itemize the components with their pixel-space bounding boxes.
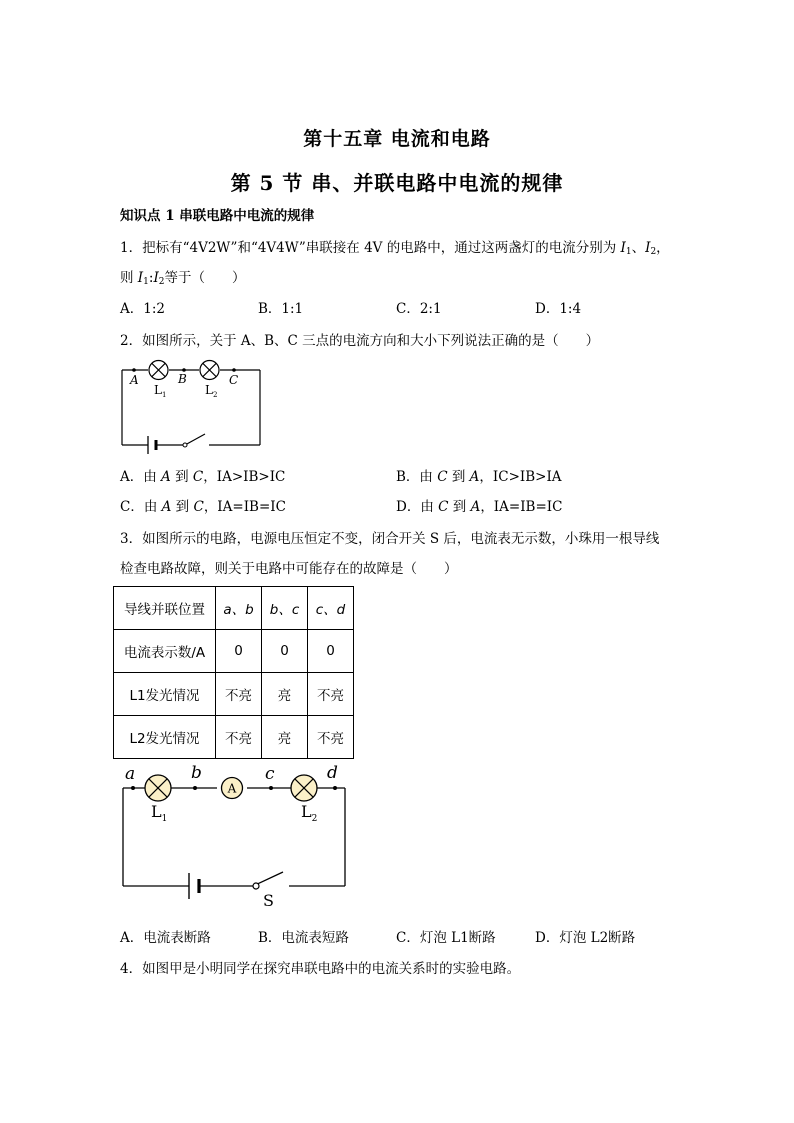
q2-label-b: B xyxy=(178,372,187,386)
q2-label-a: A xyxy=(130,373,139,387)
q3-option-b: B．电流表短路 xyxy=(258,930,349,946)
table-cell: L1发光情况 xyxy=(114,673,216,716)
q1-stem-line1: 1．把标有“4V2W”和“4V4W”串联接在 4V 的电路中，通过这两盏灯的电流分别为 $I_1$、$I_2$， xyxy=(120,240,670,257)
q3-label-b: b xyxy=(191,763,202,783)
q3-option-d: D．灯泡 L2断路 xyxy=(535,930,636,946)
table-header-cell: c、d xyxy=(308,587,354,630)
table-cell: 不亮 xyxy=(308,673,354,716)
q3-lamp-l1 xyxy=(145,775,171,801)
q2-option-a: A．由 A 到 C，IA>IB>IC xyxy=(120,469,286,485)
q2-option-c: C．由 A 到 C，IA=IB=IC xyxy=(120,499,286,515)
q3-option-a: A．电流表断路 xyxy=(120,930,211,946)
q3-circuit-diagram xyxy=(115,760,360,910)
q1-option-b: B．1:1 xyxy=(258,301,304,317)
table-row xyxy=(114,673,354,716)
q3-node-b-dot xyxy=(193,786,197,790)
q1-option-c: C．2:1 xyxy=(396,301,442,317)
table-header-row xyxy=(114,587,354,630)
q2-label-l1: $L_1$ xyxy=(154,383,167,399)
table-cell: 电流表示数/A xyxy=(114,630,216,673)
q3-label-switch: S xyxy=(263,891,274,910)
knowledge-point-heading: 知识点 1 串联电路中电流的规律 xyxy=(120,208,315,224)
chapter-title: 第十五章 电流和电路 xyxy=(303,128,491,150)
q2-option-d: D．由 C 到 A，IA=IB=IC xyxy=(396,499,563,515)
section-title: 第 5 节 串、并联电路中电流的规律 xyxy=(230,171,564,195)
table-cell: 亮 xyxy=(262,716,308,759)
q1-stem-line2: 则 $I_1:I_2$等于（ ） xyxy=(120,270,246,287)
q3-node-c-dot xyxy=(269,786,273,790)
q3-label-l1: $L_1$ xyxy=(151,802,168,824)
table-cell: 不亮 xyxy=(216,673,262,716)
q3-fault-table xyxy=(113,586,354,759)
q3-node-a-dot xyxy=(131,786,135,790)
table-cell: 0 xyxy=(308,630,354,673)
q3-battery xyxy=(189,873,199,899)
q3-label-c: c xyxy=(265,764,275,784)
q3-option-c: C．灯泡 L1断路 xyxy=(396,930,496,946)
table-header-cell: a、b xyxy=(216,587,262,630)
table-row xyxy=(114,630,354,673)
q3-label-l2: $L_2$ xyxy=(301,802,318,824)
q3-ammeter xyxy=(222,778,243,799)
q2-option-b: B．由 C 到 A，IC>IB>IA xyxy=(396,469,562,485)
table-row xyxy=(114,716,354,759)
table-header-cell: b、c xyxy=(262,587,308,630)
q2-node-c-dot xyxy=(232,368,236,372)
q2-label-c: C xyxy=(229,373,239,387)
q2-switch-pivot xyxy=(183,443,187,447)
q2-stem: 2．如图所示，关于 A、B、C 三点的电流方向和大小下列说法正确的是（ ） xyxy=(120,333,600,349)
table-cell: 亮 xyxy=(262,673,308,716)
q3-label-a: a xyxy=(125,764,136,784)
q3-label-d: d xyxy=(327,763,338,783)
q2-battery xyxy=(148,436,156,454)
svg-text:A: A xyxy=(227,781,237,796)
q2-node-a-dot xyxy=(132,368,136,372)
q3-stem-line2: 检查电路故障，则关于电路中可能存在的故障是（ ） xyxy=(120,561,458,577)
q3-stem-line1: 3．如图所示的电路，电源电压恒定不变，闭合开关 S 后，电流表无示数，小珠用一根导线 xyxy=(120,531,660,547)
q3-node-d-dot xyxy=(333,786,337,790)
q3-switch-pivot xyxy=(253,883,259,889)
q1-option-d: D．1:4 xyxy=(535,301,582,317)
table-cell: 0 xyxy=(262,630,308,673)
table-cell: 0 xyxy=(216,630,262,673)
q3-lamp-l2 xyxy=(291,775,317,801)
q4-stem: 4．如图甲是小明同学在探究串联电路中的电流关系时的实验电路。 xyxy=(120,961,521,977)
q2-lamp-l1 xyxy=(149,361,168,380)
table-header-cell: 导线并联位置 xyxy=(114,587,216,630)
q2-label-l2: $L_2$ xyxy=(205,383,218,399)
table-cell: 不亮 xyxy=(308,716,354,759)
table-cell: 不亮 xyxy=(216,716,262,759)
table-cell: L2发光情况 xyxy=(114,716,216,759)
q2-lamp-l2 xyxy=(200,361,219,380)
q1-option-a: A．1:2 xyxy=(120,301,165,317)
q2-circuit-diagram xyxy=(110,350,270,455)
